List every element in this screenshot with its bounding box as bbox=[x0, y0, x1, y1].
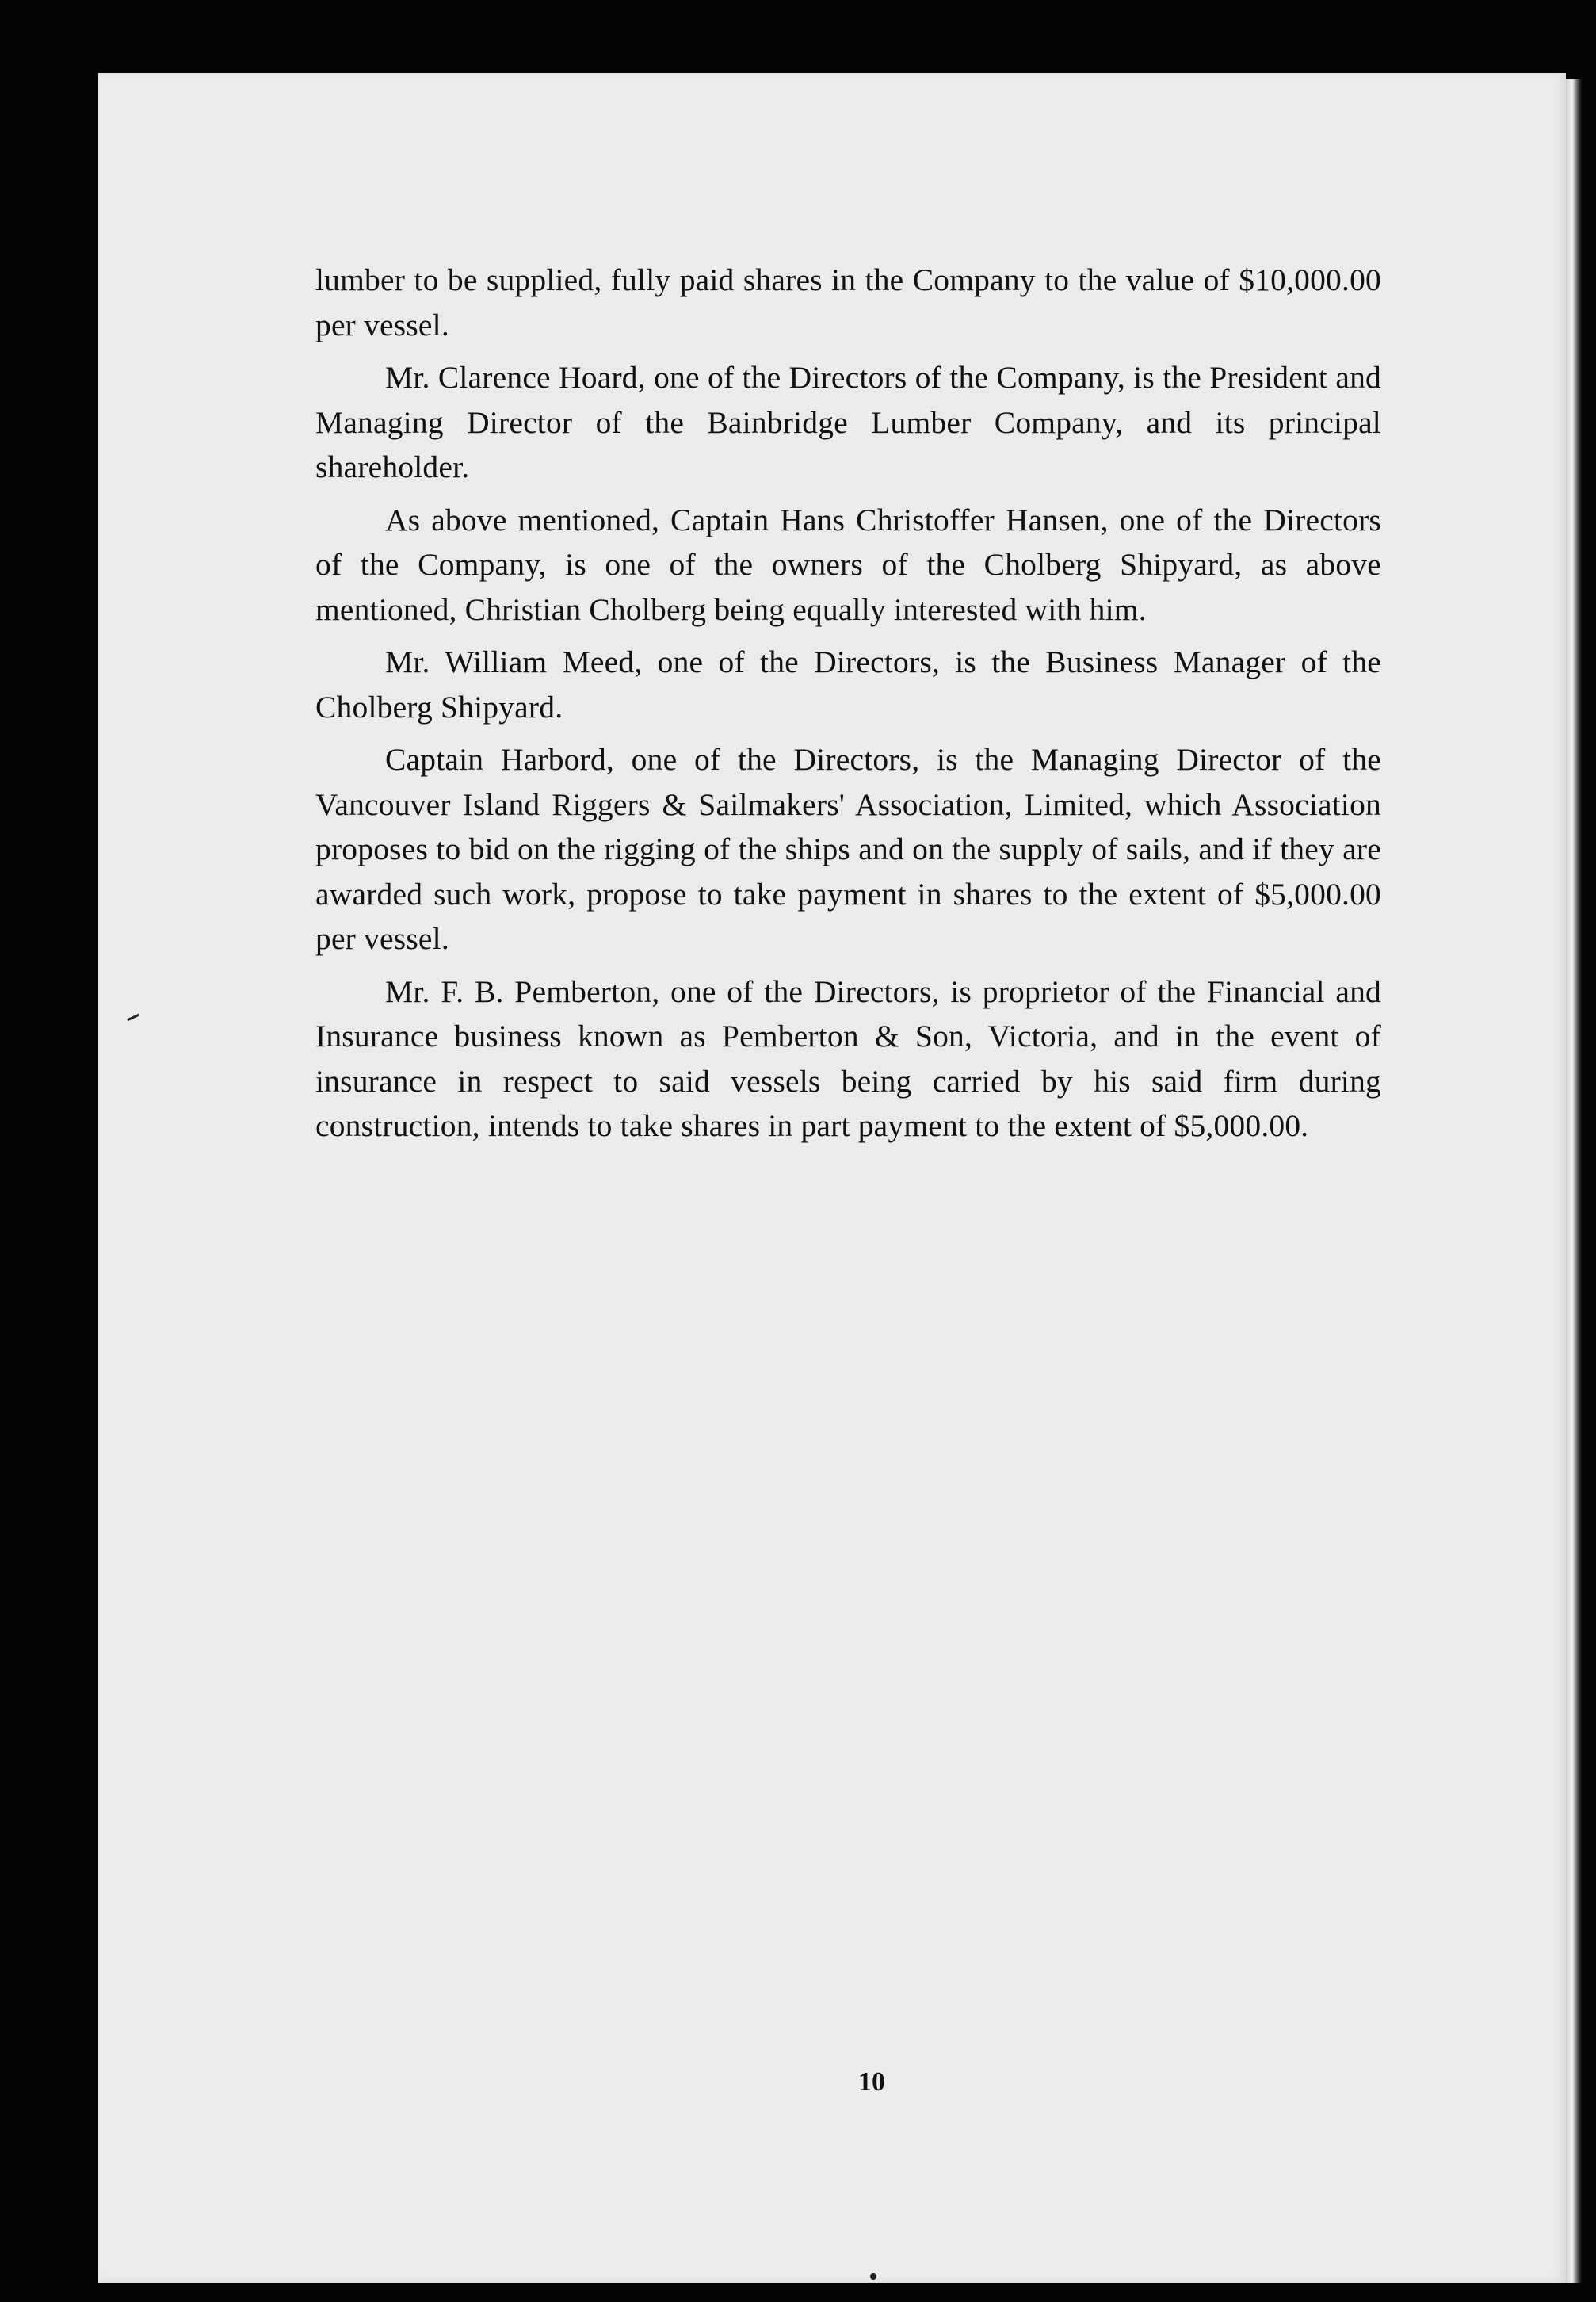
paragraph-5: Captain Harbord, one of the Directors, is the Managing Director of the Vancouver Island Riggers & Sailmakers' Association, Limited, which Association proposes to bid on the rigging of the ships and on the supply of sails, and if they are awarded such work, propose to take payment in shares to the extent of $5,000.00 per vessel. bbox=[315, 742, 1381, 956]
body-text bbox=[315, 258, 1381, 1157]
paragraph-1: lumber to be supplied, fully paid shares in the Company to the value of $10,000.00 per vessel. bbox=[315, 262, 1381, 342]
paragraph-2: Mr. Clarence Hoard, one of the Directors of the Company, is the President and Managing Director of the Bainbridge Lumber Company, and its principal shareholder. bbox=[315, 360, 1381, 484]
paragraph-4: Mr. William Meed, one of the Directors, is the Business Manager of the Cholberg Shipyard. bbox=[315, 644, 1381, 725]
scan-speck bbox=[870, 2273, 876, 2280]
paragraph-6: Mr. F. B. Pemberton, one of the Directors, is proprietor of the Financial and Insurance business known as Pemberton & Son, Victoria, and in the event of insurance in respect to said vessels being carried by his said firm during construction, intends to take shares in part payment to the extent of $5,000.00. bbox=[315, 973, 1381, 1143]
page-edge-shadow bbox=[1566, 79, 1582, 2283]
paragraph-3: As above mentioned, Captain Hans Christoffer Hansen, one of the Directors of the Company, is one of the owners of the Cholberg Shipyard, as above mentioned, Christian Cholberg being equally interested with him. bbox=[315, 502, 1381, 627]
page-number: 10 bbox=[858, 2067, 885, 2097]
